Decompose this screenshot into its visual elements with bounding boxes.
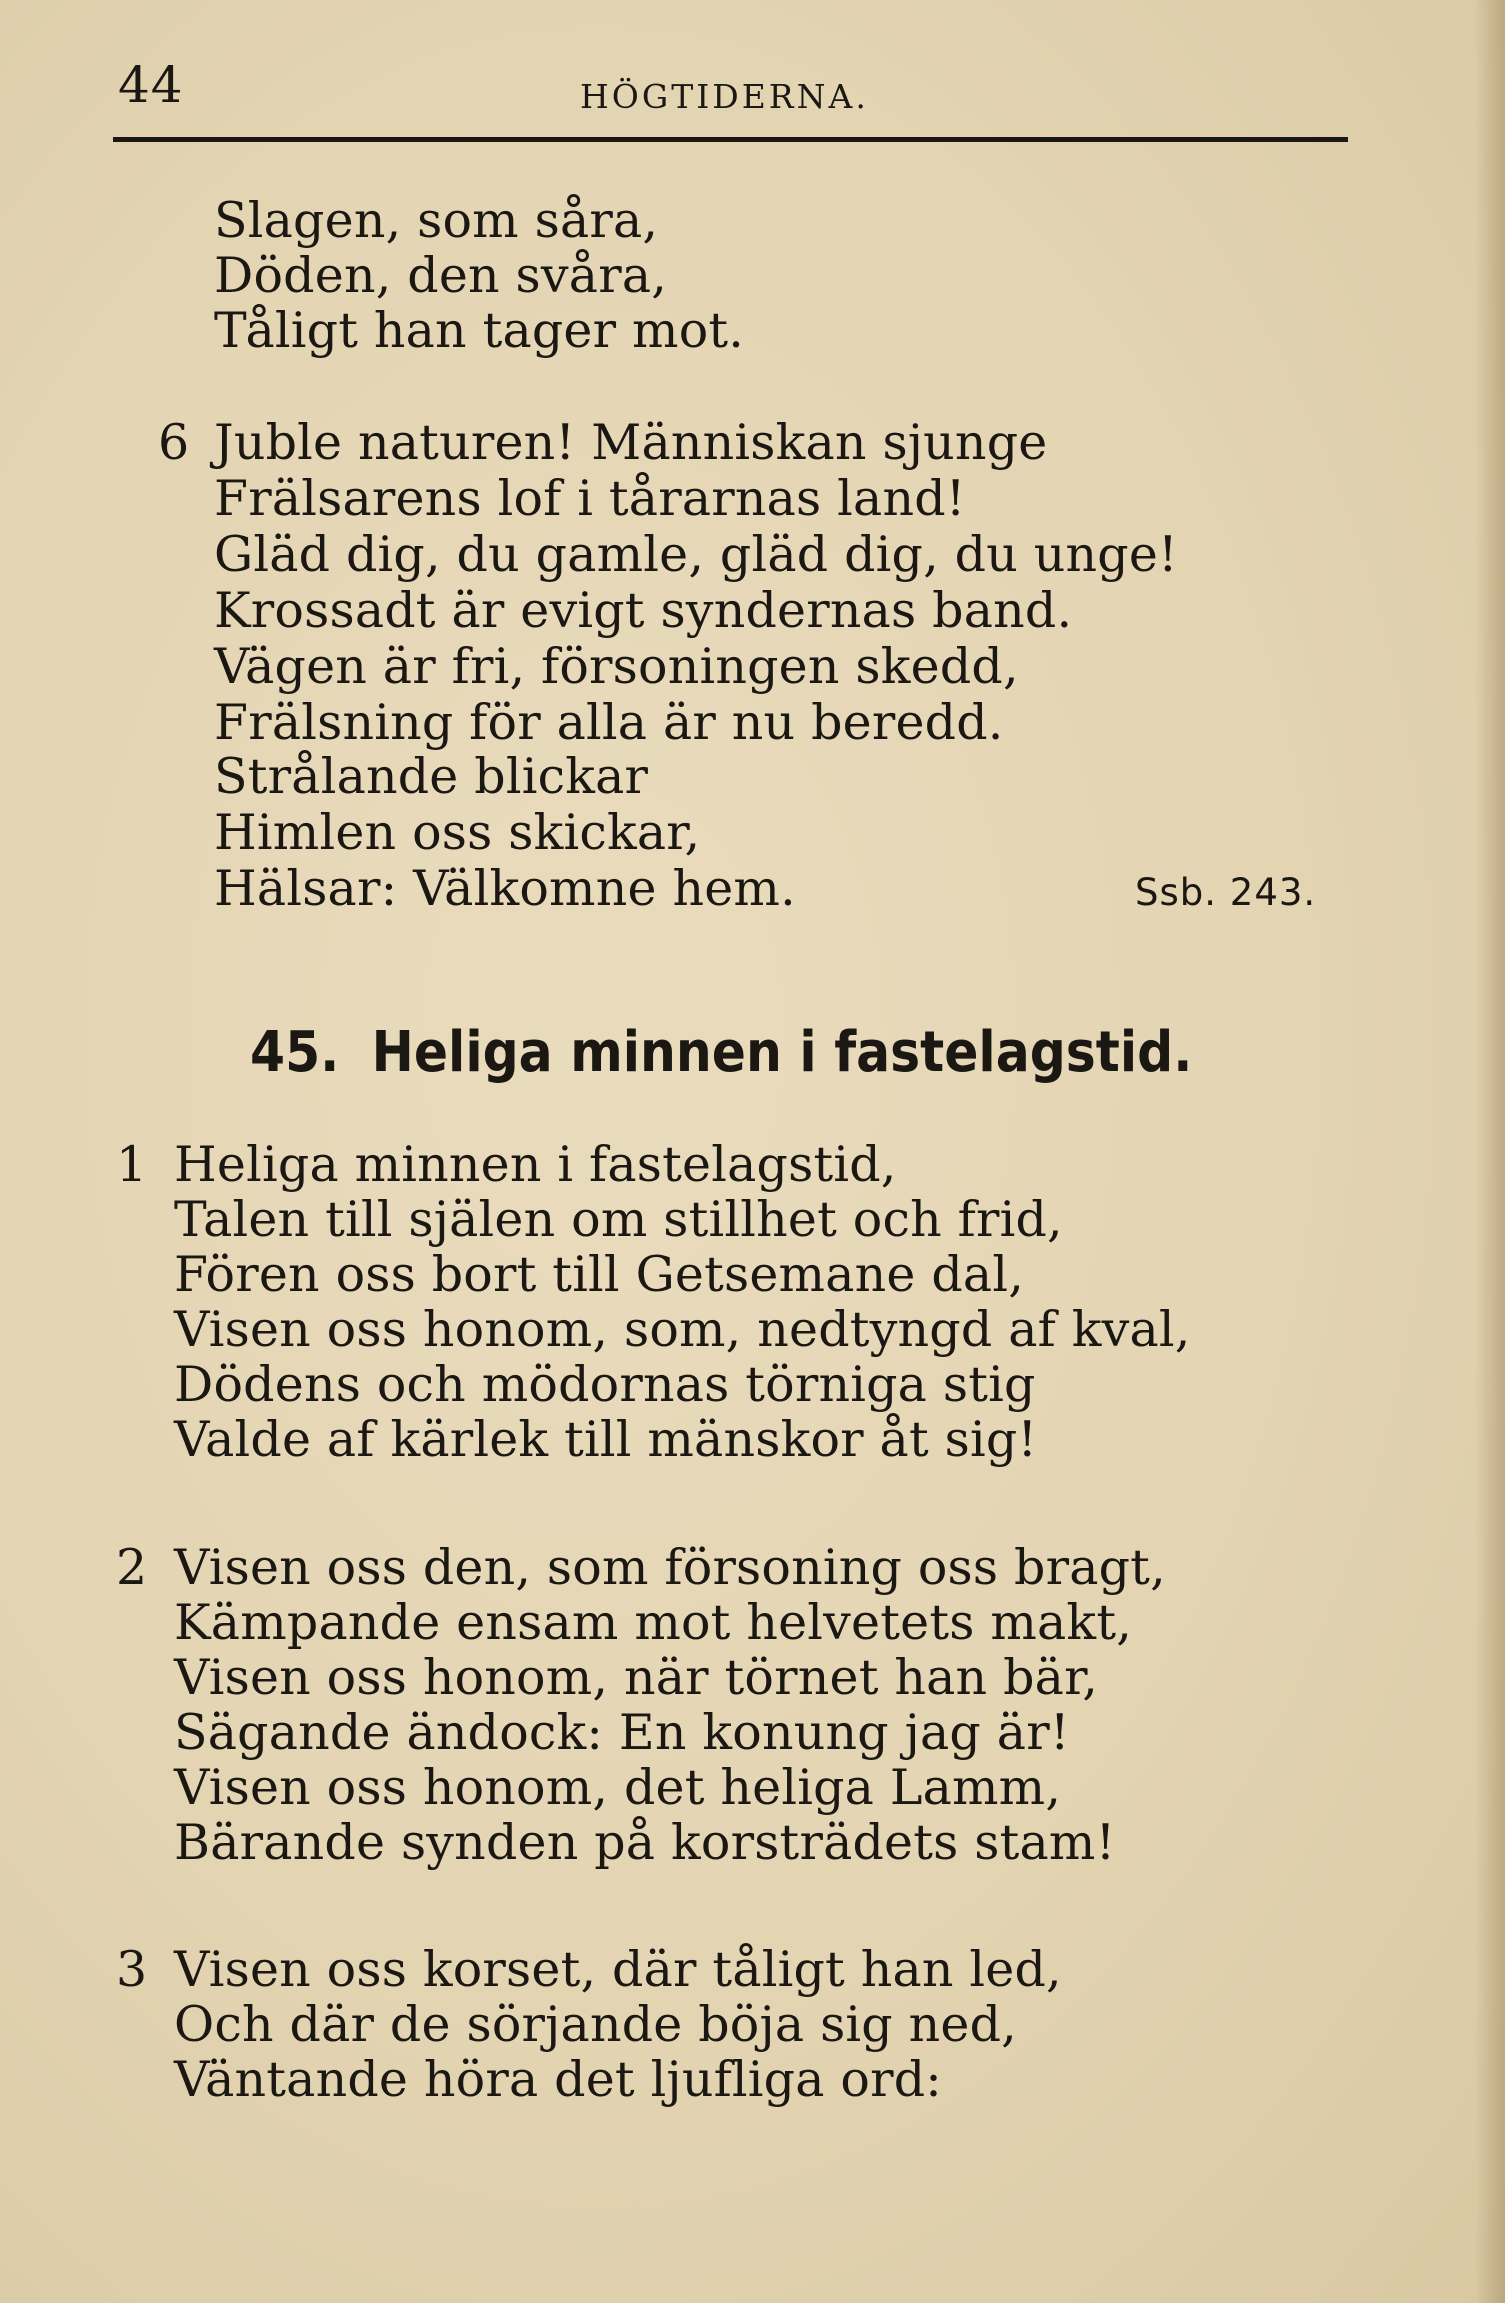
page-number: 44 xyxy=(118,56,184,114)
hymn-line: Krossadt är evigt syndernas band. xyxy=(214,582,1073,639)
hymnal-reference: Ssb. 243. xyxy=(1135,871,1317,914)
hymn-line: Och där de sörjande böja sig ned, xyxy=(174,1996,1017,2053)
running-title: HÖGTIDERNA. xyxy=(580,77,869,116)
hymn-line: Dödens och mödornas törniga stig xyxy=(174,1356,1036,1413)
hymn-line: Slagen, som såra, xyxy=(214,192,659,249)
hymn-line: Visen oss honom, som, nedtyngd af kval, xyxy=(174,1301,1191,1358)
hymn-line: Frälsning för alla är nu beredd. xyxy=(214,694,1004,751)
hymn-title-text: Heliga minnen i fastelagstid. xyxy=(371,1020,1193,1085)
verse-number: 2 xyxy=(116,1539,148,1596)
hymn-line: Vägen är fri, försoningen skedd, xyxy=(214,638,1019,695)
hymn-line: Himlen oss skickar, xyxy=(214,804,701,861)
hymn-line: Bärande synden på korsträdets stam! xyxy=(174,1814,1116,1871)
hymn-line: Strålande blickar xyxy=(214,748,649,805)
hymn-line: Kämpande ensam mot helvetets makt, xyxy=(174,1594,1132,1651)
hymn-line: Gläd dig, du gamle, gläd dig, du unge! xyxy=(214,526,1178,583)
hymn-line: Döden, den svåra, xyxy=(214,247,668,304)
hymn-line: Visen oss den, som försoning oss bragt, xyxy=(174,1539,1166,1596)
hymn-line: Visen oss korset, där tåligt han led, xyxy=(174,1941,1062,1998)
hymn-line: Juble naturen! Människan sjunge xyxy=(214,414,1048,471)
header-rule xyxy=(113,137,1348,142)
hymn-line: Visen oss honom, det heliga Lamm, xyxy=(174,1759,1062,1816)
page-edge-shadow xyxy=(1475,0,1505,2303)
hymn-line: Hälsar: Välkomne hem. xyxy=(214,860,796,917)
verse-number: 3 xyxy=(116,1941,148,1998)
verse-number: 6 xyxy=(158,414,190,471)
hymn-line: Sägande ändock: En konung jag är! xyxy=(174,1704,1070,1761)
hymn-line: Fören oss bort till Getsemane dal, xyxy=(174,1246,1024,1303)
hymn-number: 45. xyxy=(250,1020,340,1085)
hymn-line: Frälsarens lof i tårarnas land! xyxy=(214,470,966,527)
hymn-line: Visen oss honom, när törnet han bär, xyxy=(174,1649,1099,1706)
hymn-title xyxy=(250,1020,1193,1085)
hymn-line: Valde af kärlek till mänskor åt sig! xyxy=(174,1411,1038,1468)
hymn-line: Väntande höra det ljufliga ord: xyxy=(174,2051,943,2108)
hymn-line: Talen till själen om stillhet och frid, xyxy=(174,1191,1063,1248)
hymn-line: Tåligt han tager mot. xyxy=(214,302,745,359)
verse-number: 1 xyxy=(116,1136,148,1193)
hymn-line: Heliga minnen i fastelagstid, xyxy=(174,1136,897,1193)
